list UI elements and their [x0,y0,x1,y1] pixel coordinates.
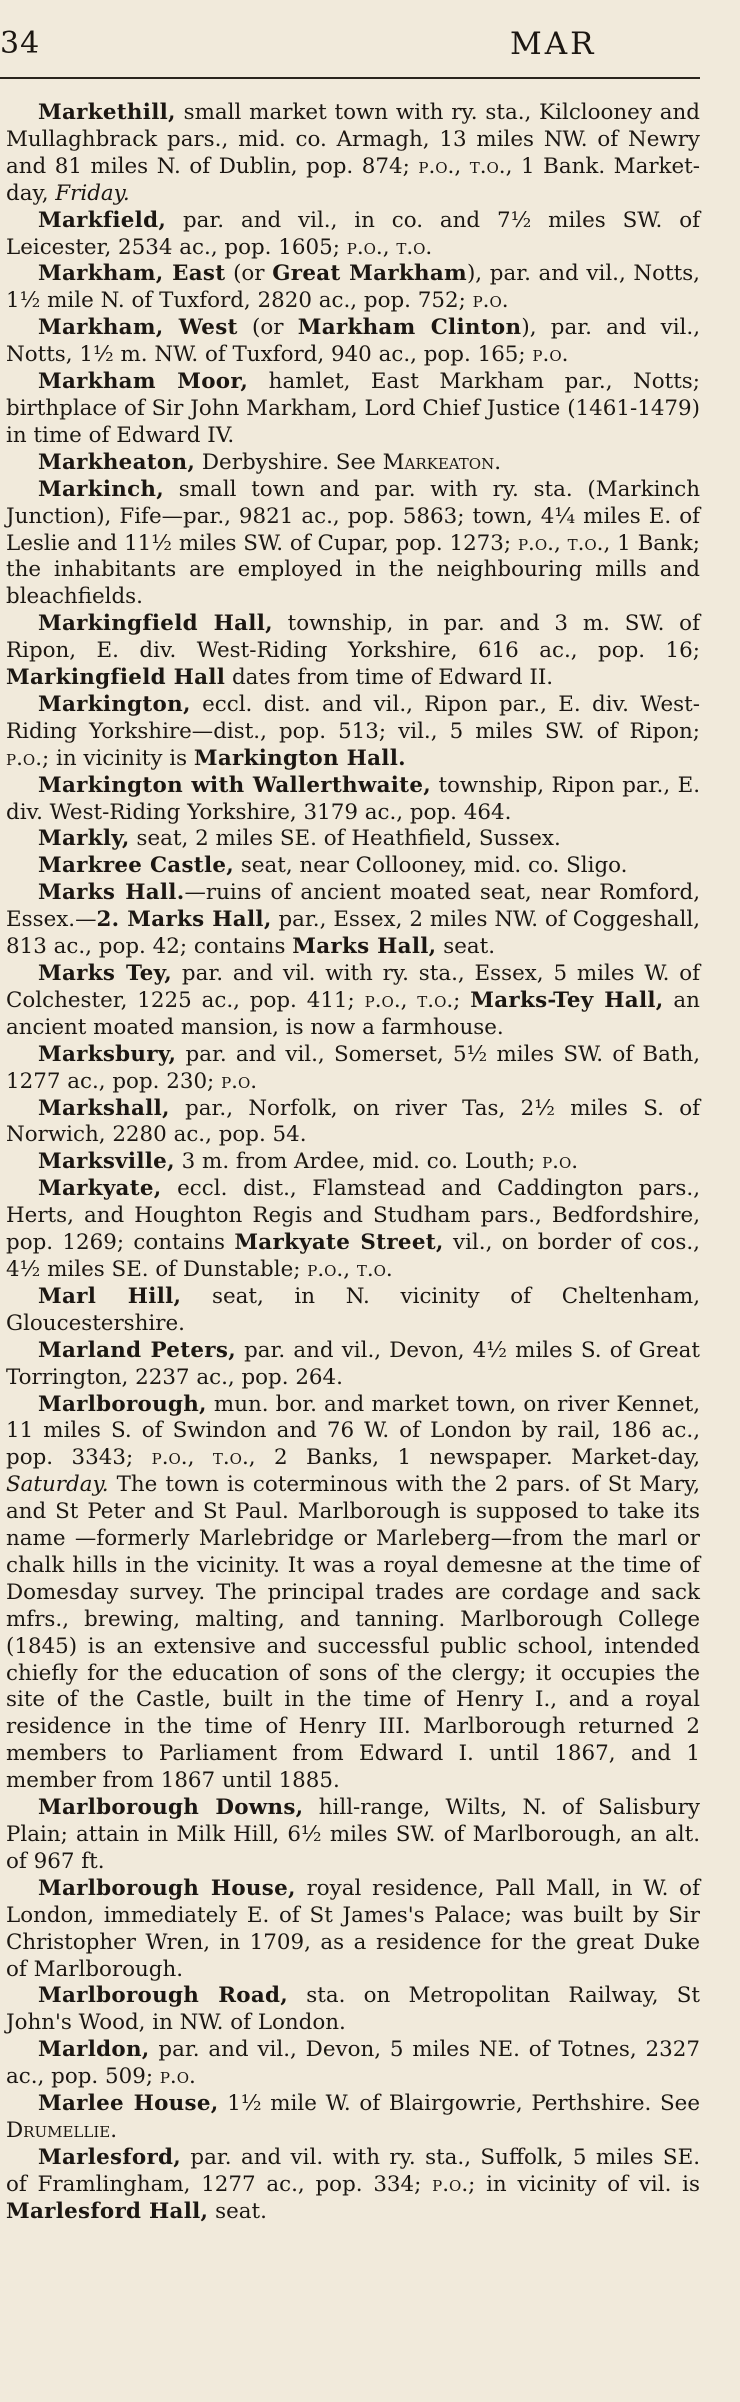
headword: Great Markham [272,261,467,287]
entry-text: seat, near Collooney, mid. co. Sligo. [234,853,628,879]
entry-text: eccl. dist., Flamstead and Caddington pars., Herts, and Houghton Regis and Studham pars., Bedfordshire, pop. 1269; contains [6,1176,700,1256]
page-header [0,0,700,78]
small-caps-text: p.o., t.o., [517,530,611,556]
headword: Markyate, [38,1176,162,1202]
entry-text: (or [237,315,298,341]
small-caps-text: p.o. [532,342,569,368]
entry-text: an ancient moated mansion, is now a farmhouse. [6,987,700,1040]
page-number: 34 [0,26,41,61]
headword: Marks-Tey Hall, [470,987,664,1013]
entry-text [460,988,470,1013]
entry-text: The town is coterminous with the 2 pars. of St Mary, and St Peter and St Paul. Marlborough is supposed to take its name —formerly Marlebridge or Marleberg—from the marl or chalk hills in the vicinity. It was a royal demesne at the time of Domesday survey. The principal trades are cordage and sack mfrs., brewing, malting, and tanning. Marlborough College (1845) is an extensive and successful public school, intended chiefly for the education of sons of the clergy; it occupies the site of the Castle, built in the time of Henry I., and a royal residence in the time of Henry III. Marlborough returned 2 members to Parliament from Edward I. until 1867, and 1 member from 1867 until 1885. [6,1472,700,1794]
small-caps-text: p.o. [542,1149,579,1175]
small-caps-text: p.o., t.o.; [364,987,461,1013]
entry-text: 1½ mile W. of Blairgowrie, Perthshire. See [218,2091,700,2117]
small-caps-text: p.o.; [6,745,50,771]
headword: Marks Hall. [38,880,185,906]
small-caps-text: p.o. [159,2064,196,2090]
headword: Marland Peters, [38,1337,236,1363]
gazetteer-entry [6,611,700,692]
small-caps-text: p.o. [472,288,509,314]
italic-text: Friday. [55,180,130,206]
headword: 2. Marks Hall, [96,907,272,933]
entry-text: eccl. dist. and vil., Ripon par., E. div. West-Riding Yorkshire—dist., pop. 513; vil., 5 miles SW. of Ripon; [6,691,700,744]
headword: Marlesford, [38,2144,182,2170]
entry-text: 1 Bank. Market-day, [6,153,700,206]
headword: Marldon, [38,2037,150,2063]
headword: Markly, [38,826,130,852]
gazetteer-entry [6,692,700,773]
gazetteer-entry [6,1096,700,1150]
entry-text: hill-range, Wilts, N. of Salisbury Plain; attain in Milk Hill, 6½ miles SW. of Marlborough, an alt. of 967 ft. [6,1795,700,1874]
headword: Marlborough, [38,1391,207,1417]
entry-text: 1 Bank; the inhabitants are employed in the neighbouring mills and bleachfields. [6,530,700,610]
gazetteer-entry [6,1176,700,1284]
entry-text: —ruins of ancient moated seat, near Romford, Essex.— [6,880,700,933]
small-caps-text: p.o., t.o. [346,234,433,260]
header-rule [0,77,700,79]
gazetteer-entry [6,1338,700,1392]
gazetteer-entry [6,773,700,827]
entry-text: Derbyshire. See [195,449,383,475]
entry-text: in vicinity of vil. is [475,2171,700,2197]
entry-text: hamlet, East Markham par., Notts; birthplace of Sir John Markham, Lord Chief Justice (1461-1479) in time of Edward IV. [6,369,700,448]
headword: Marlesford Hall, [6,2198,209,2224]
headword: Markham, West [38,315,238,341]
gazetteer-entry [6,100,700,208]
headword: Marksville, [38,1149,175,1175]
entry-text: par. and vil., Devon, 4½ miles S. of Great Torrington, 2237 ac., pop. 264. [6,1337,700,1390]
entry-text: par. and vil., in co. and 7½ miles SW. of Leicester, 2534 ac., pop. 1605; [6,207,700,260]
gazetteer-entries [6,100,700,2226]
headword: Markingfield Hall [6,665,226,691]
small-caps-text: p.o., t.o. [307,1256,393,1282]
headword: Markinch, [38,476,165,502]
entry-text: seat, in N. vicinity of Cheltenham, Gloucestershire. [6,1283,700,1336]
small-caps-text: Markeaton. [382,449,502,475]
entry-text: par. and vil., Devon, 5 miles NE. of Totnes, 2327 ac., pop. 509; [6,2037,700,2090]
headword: Markyate Street, [234,1230,444,1256]
entry-text: in vicinity is [49,745,194,771]
gazetteer-entry [6,2037,700,2091]
headword: Markethill, [38,100,176,125]
entry-text: 2 Banks, 1 newspaper. Market-day, [255,1445,700,1471]
entry-text: seat. [436,934,496,960]
entry-text: dates from time of Edward II. [225,665,554,691]
gazetteer-entry [6,1042,700,1096]
gazetteer-entry [6,477,700,612]
headword: Marlborough Road, [38,1983,289,2009]
entry-text: seat, 2 miles SE. of Heathfield, Sussex. [129,826,561,852]
entry-text: par. and vil., Somerset, 5½ miles SW. of Bath, 1277 ac., pop. 230; [6,1041,700,1094]
entry-text: township, in par. and 3 m. SW. of Ripon, E. div. West-Riding Yorkshire, 616 ac., pop. 16; [6,611,700,664]
entry-text: ), par. and vil., Notts, 1½ m. NW. of Tuxford, 940 ac., pop. 165; [6,315,700,368]
headword: Marl Hill, [38,1283,182,1309]
headword: Marks Tey, [38,961,173,986]
gazetteer-entry [6,2145,700,2226]
gazetteer-entry [6,1149,700,1176]
gazetteer-entry [6,208,700,262]
gazetteer-entry [6,1983,700,2037]
gazetteer-entry [6,2091,700,2145]
gazetteer-entry [6,1392,700,1796]
entry-text: township, Ripon par., E. div. West-Riding Yorkshire, 3179 ac., pop. 464. [6,772,700,825]
small-caps-text: Drumellie. [6,2117,117,2143]
entry-text: royal residence, Pall Mall, in W. of London, immediately E. of St James's Palace; was built by Sir Christopher Wren, in 1709, as a residence for the great Duke of Marlborough. [6,1875,700,1982]
headword: Markington, [38,691,191,717]
headword: Marlborough Downs, [38,1795,304,1821]
headword: Markham Moor, [38,369,249,395]
small-caps-text: p.o.; [432,2171,476,2197]
headword: Markington with Wallerthwaite, [38,772,432,798]
small-caps-text: p.o., t.o., [418,153,513,179]
entry-text: par., Essex, 2 miles NW. of Coggeshall, 813 ac., pop. 42; contains [6,907,700,960]
gazetteer-entry [6,880,700,961]
gazetteer-entry [6,853,700,880]
entry-text: mun. bor. and market town, on river Kennet, 11 miles S. of Swindon and 76 W. of London by rail, 186 ac., pop. 3343; [6,1391,700,1471]
entry-text: seat. [208,2198,267,2224]
headword: Markfield, [38,207,167,233]
headword: Markham Clinton [297,315,522,341]
entry-text: par., Norfolk, on river Tas, 2½ miles S. of Norwich, 2280 ac., pop. 54. [6,1095,700,1148]
italic-text: Saturday. [6,1472,109,1498]
gazetteer-entry [6,826,700,853]
gazetteer-entry [6,315,700,369]
small-caps-text: p.o. [221,1068,258,1094]
entry-text: vil., on border of cos., 4½ miles SE. of Dunstable; [6,1230,700,1282]
entry-text: par. and vil. with ry. sta., Suffolk, 5 miles SE. of Framlingham, 1277 ac., pop. 334; [6,2144,700,2197]
gazetteer-entry [6,1876,700,1984]
headword: Marlee House, [38,2091,219,2117]
entry-text: (or [225,261,273,287]
headword: Marlborough House, [38,1875,296,1901]
gazetteer-entry [6,369,700,450]
headword: Markree Castle, [38,853,235,879]
headword: Marksbury, [38,1041,177,1067]
gazetteer-entry [6,450,700,477]
headword: Markingfield Hall, [38,611,273,637]
headword: Marks Hall, [292,934,437,960]
entry-text: par. and vil. with ry. sta., Essex, 5 miles W. of Colchester, 1225 ac., pop. 411; [6,961,700,1013]
entry-text: ), par. and vil., Notts, 1½ mile N. of Tuxford, 2820 ac., pop. 752; [6,261,700,314]
small-caps-text: p.o., t.o., [151,1445,256,1471]
headword: Markington Hall. [193,745,406,771]
headword: Markham, East [38,261,226,287]
headword: Markheaton, [38,449,196,475]
gazetteer-entry [6,261,700,315]
gazetteer-entry [6,1284,700,1338]
headword: Markshall, [38,1095,170,1121]
entry-text: small market town with ry. sta., Kilclooney and Mullaghbrack pars., mid. co. Armagh, 13 miles NW. of Newry and 81 miles N. of Dublin, pop. 874; [6,100,700,179]
gazetteer-entry [6,961,700,1042]
entry-text: 3 m. from Ardee, mid. co. Louth; [174,1149,543,1175]
entry-text: sta. on Metropolitan Railway, St John's Wood, in NW. of London. [6,1983,700,2036]
gazetteer-entry [6,1795,700,1876]
entry-text: small town and par. with ry. sta. (Markinch Junction), Fife—par., 9821 ac., pop. 5863; town, 4¼ miles E. of Leslie and 11½ miles SW. of Cupar, pop. 1273; [6,476,700,556]
running-head: MAR [510,26,597,62]
